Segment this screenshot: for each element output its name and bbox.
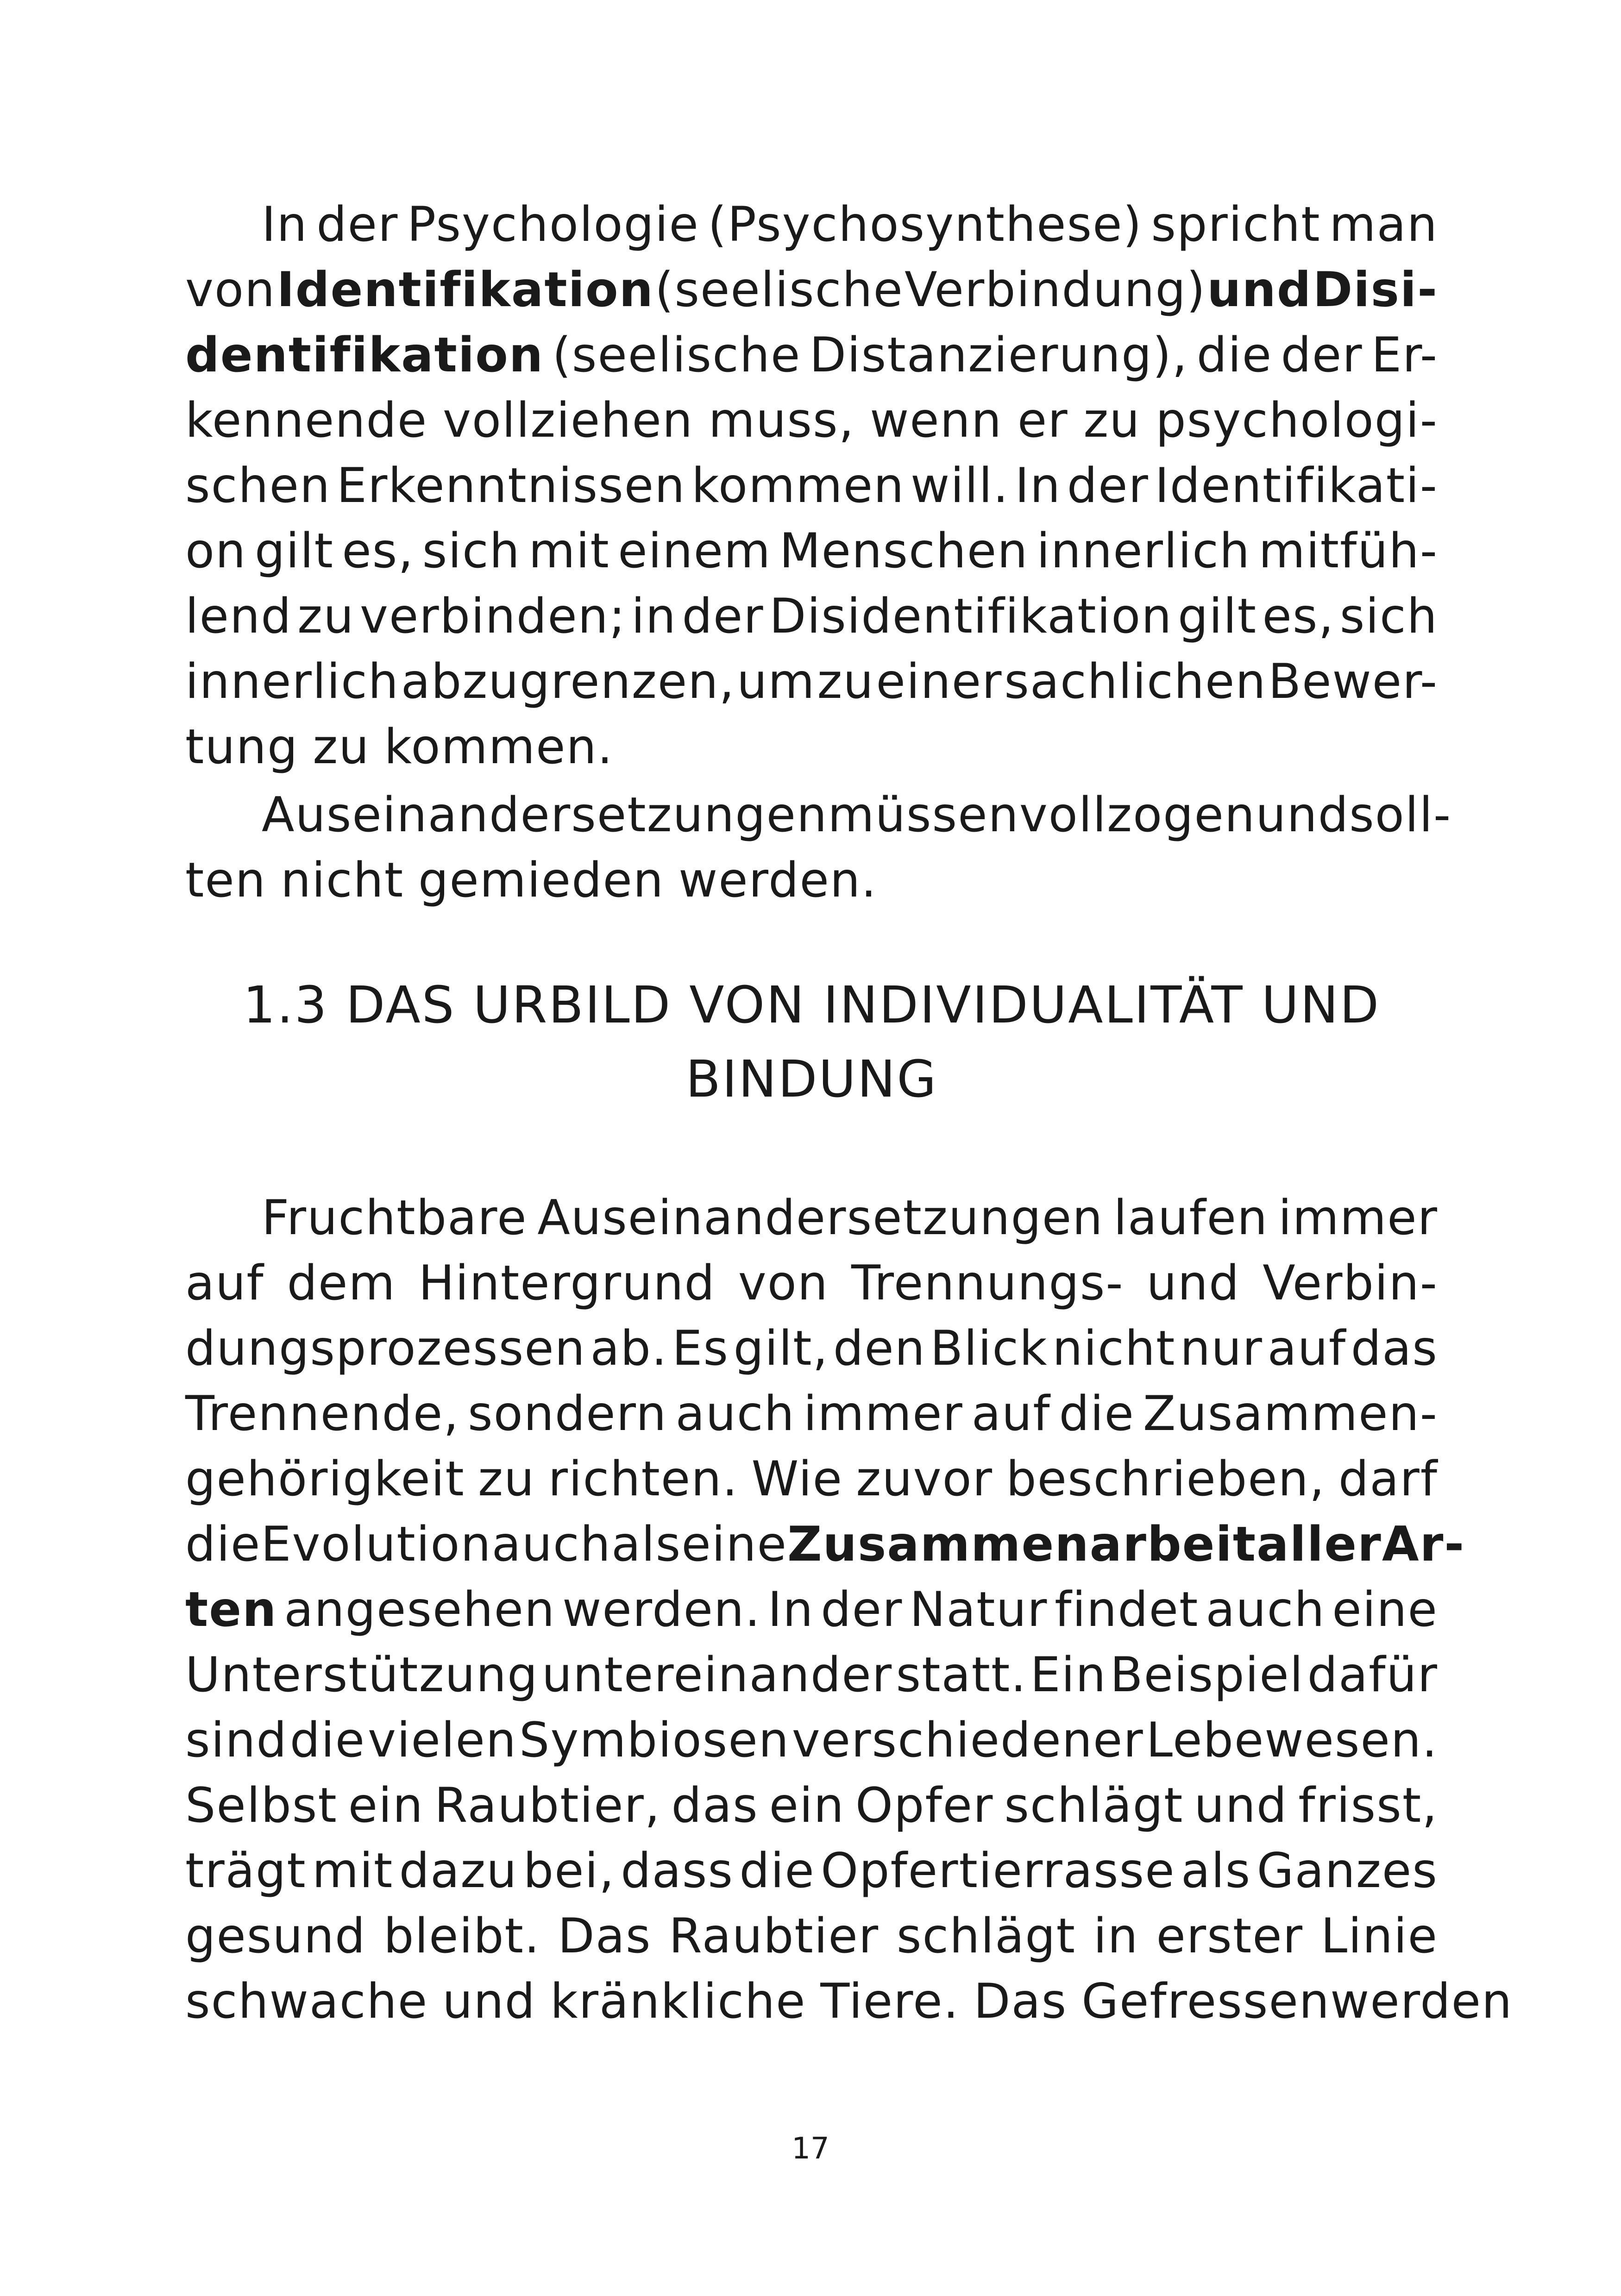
word: ten — [185, 853, 267, 908]
paragraph-3-line — [262, 1186, 1438, 1250]
word: dentifikation — [185, 327, 544, 383]
paragraph-3-line — [185, 1512, 1465, 1577]
paragraph-3-line — [185, 1643, 1438, 1707]
paragraph-1-line — [185, 584, 1438, 649]
word: kränkliche — [550, 1974, 806, 2029]
word: und — [442, 1974, 536, 2029]
word: abzugrenzen, — [401, 654, 735, 709]
word: auch — [1206, 1582, 1326, 1637]
word: Trennungs- — [851, 1255, 1124, 1311]
word: gilt, — [733, 1321, 829, 1376]
word: gilt — [1178, 589, 1257, 644]
word: als — [1181, 1843, 1251, 1899]
word: schen — [185, 458, 331, 514]
paragraph-2-line — [262, 783, 1452, 847]
word: beschrieben, — [1006, 1451, 1326, 1507]
word: statt. — [896, 1647, 1027, 1703]
word: mit — [528, 523, 610, 579]
word: lend — [185, 589, 292, 644]
word: Zusammen- — [1143, 1386, 1438, 1442]
word: Wie — [751, 1451, 843, 1507]
word: der — [821, 1582, 903, 1637]
paragraph-1-line — [185, 715, 1438, 779]
word: Zusammenarbeit — [787, 1517, 1257, 1572]
word: dass — [621, 1843, 734, 1899]
word: als — [611, 1517, 682, 1572]
word: man — [1329, 197, 1438, 252]
word: gesund — [185, 1908, 366, 1964]
word: laufen — [1113, 1190, 1269, 1246]
word: immer — [1278, 1190, 1438, 1246]
section-heading-line-2: BINDUNG — [685, 1049, 938, 1109]
word: ab. — [590, 1321, 668, 1376]
paragraph-2-line — [185, 848, 1438, 913]
word: Raubtier, — [434, 1778, 661, 1833]
word: in — [631, 589, 677, 644]
word: das — [1351, 1321, 1438, 1376]
word: dazu — [399, 1843, 518, 1899]
word: Selbst — [185, 1778, 338, 1833]
word: Er- — [1371, 327, 1438, 383]
word: er — [1017, 393, 1068, 448]
word: will. — [911, 458, 1009, 514]
word: Ein — [1030, 1647, 1107, 1703]
word: spricht — [1151, 197, 1321, 252]
paragraph-1-line — [185, 649, 1438, 714]
word: der — [1281, 327, 1363, 383]
word: eine — [681, 1517, 787, 1572]
word: Identifikati- — [1155, 458, 1438, 514]
word: zu — [313, 719, 370, 775]
paragraph-3-line — [185, 1773, 1438, 1838]
word: Symbiosen — [519, 1713, 790, 1768]
word: gehörigkeit — [185, 1451, 465, 1507]
word: zuvor — [856, 1451, 993, 1507]
word: zu — [297, 589, 355, 644]
paragraph-1-line — [262, 192, 1438, 257]
word: einem — [618, 523, 772, 579]
word: soll- — [1349, 787, 1452, 843]
word: die — [1059, 1386, 1135, 1442]
word: innerlich — [1037, 523, 1251, 579]
word: die — [289, 1713, 366, 1768]
word: der — [1067, 458, 1149, 514]
word: der — [316, 197, 399, 252]
word: aller — [1257, 1517, 1382, 1572]
word: müssen — [828, 787, 1019, 843]
word: sich — [1339, 589, 1438, 644]
word: Psychologie — [407, 197, 699, 252]
word: Das — [558, 1908, 652, 1964]
word: zu — [478, 1451, 535, 1507]
word: kommen — [691, 458, 905, 514]
word: In — [767, 1582, 814, 1637]
word: Unterstützung — [185, 1647, 539, 1703]
word: den — [833, 1321, 926, 1376]
word: werden. — [679, 853, 877, 908]
word: findet — [1055, 1582, 1199, 1637]
section-heading-line-1: 1.3 DAS URBILD VON INDIVIDUALITÄT UND — [243, 975, 1381, 1035]
word: von — [185, 262, 276, 318]
paragraph-1-line — [185, 453, 1438, 518]
page-number: 17 — [792, 2132, 829, 2166]
word: und — [1207, 262, 1312, 318]
word: Menschen — [779, 523, 1029, 579]
word: frisst, — [1298, 1778, 1438, 1833]
word: Evolution — [261, 1517, 492, 1572]
word: Verbin- — [1263, 1255, 1438, 1311]
word: richten. — [548, 1451, 739, 1507]
word: sich — [422, 523, 521, 579]
word: nur — [1180, 1321, 1263, 1376]
paragraph-1-line — [185, 323, 1438, 388]
word: es, — [1262, 589, 1335, 644]
word: Distanzierung), — [809, 327, 1188, 383]
word: tung — [185, 719, 299, 775]
word: In — [262, 197, 308, 252]
paragraph-3-line — [185, 1577, 1438, 1642]
word: Opfertierrasse — [821, 1843, 1175, 1899]
word: schwache — [185, 1974, 428, 2029]
paragraph-1-line — [185, 257, 1438, 322]
word: kennende — [185, 393, 428, 448]
word: untereinander — [541, 1647, 893, 1703]
word: gilt — [254, 523, 334, 579]
paragraph-3-line — [185, 1251, 1438, 1316]
word: Blick — [930, 1321, 1048, 1376]
word: einer — [876, 654, 1003, 709]
word: Fruchtbare — [262, 1190, 528, 1246]
word: schlägt — [1004, 1778, 1184, 1833]
word: trägt — [185, 1843, 307, 1899]
word: gemieden — [418, 853, 665, 908]
word: ein — [769, 1778, 845, 1833]
word: sondern — [467, 1386, 667, 1442]
word: Verbindung) — [905, 262, 1206, 318]
word: Erkenntnissen — [336, 458, 686, 514]
word: Bewer- — [1268, 654, 1438, 709]
word: Ganzes — [1257, 1843, 1438, 1899]
word: mitfüh- — [1258, 523, 1438, 579]
word: (seelische — [552, 327, 801, 383]
paragraph-3-line — [185, 1708, 1438, 1773]
word: von — [738, 1255, 829, 1311]
word: und — [1146, 1255, 1240, 1311]
word: die — [185, 1517, 261, 1572]
word: auch — [491, 1517, 611, 1572]
word: (seelische — [655, 262, 904, 318]
word: Hintergrund — [418, 1255, 716, 1311]
paragraph-3-line — [185, 1904, 1438, 1969]
word: In — [1015, 458, 1062, 514]
word: nicht — [1052, 1321, 1176, 1376]
word: Tiere. — [820, 1974, 960, 2029]
word: nicht — [280, 853, 404, 908]
word: on — [185, 523, 247, 579]
word: in — [1093, 1908, 1139, 1964]
word: Linie — [1320, 1908, 1438, 1964]
word: mit — [312, 1843, 394, 1899]
word: Natur — [910, 1582, 1048, 1637]
word: es, — [342, 523, 415, 579]
word: zu — [817, 654, 874, 709]
word: die — [1196, 327, 1273, 383]
paragraph-1-line — [185, 519, 1438, 583]
paragraph-3-line — [185, 1838, 1438, 1903]
word: vielen — [367, 1713, 517, 1768]
word: darf — [1338, 1451, 1438, 1507]
word: der — [682, 589, 764, 644]
word: um — [736, 654, 816, 709]
word: Auseinandersetzungen — [537, 1190, 1104, 1246]
word: dafür — [1307, 1647, 1438, 1703]
word: muss, — [708, 393, 855, 448]
paragraph-3-line — [185, 1969, 1513, 2034]
word: verbinden; — [359, 589, 626, 644]
paragraph-3-line — [185, 1381, 1438, 1446]
word: bleibt. — [383, 1908, 540, 1964]
word: angesehen — [284, 1582, 556, 1637]
word: Lebewesen. — [1146, 1713, 1438, 1768]
word: Disi- — [1313, 262, 1438, 318]
word: und — [1194, 1778, 1288, 1833]
word: erster — [1156, 1908, 1303, 1964]
word: werden. — [562, 1582, 761, 1637]
word: Disidentifikation — [769, 589, 1173, 644]
word: Es — [672, 1321, 729, 1376]
word: Beispiel — [1110, 1647, 1304, 1703]
paragraph-3-line — [185, 1316, 1438, 1381]
word: bei, — [523, 1843, 615, 1899]
word: dungsprozessen — [185, 1321, 586, 1376]
word: vollzogen — [1019, 787, 1256, 843]
word: auch — [675, 1386, 795, 1442]
word: Trennende, — [185, 1386, 459, 1442]
word: Opfer — [855, 1778, 994, 1833]
word: wenn — [870, 393, 1003, 448]
word: sachlichen — [1004, 654, 1267, 709]
word: Identifikation — [276, 262, 654, 318]
word: verschiedener — [792, 1713, 1144, 1768]
word: psychologi- — [1156, 393, 1438, 448]
word: sind — [185, 1713, 288, 1768]
word: die — [739, 1843, 815, 1899]
word: auf — [185, 1255, 264, 1311]
word: zu — [1083, 393, 1141, 448]
word: eine — [1332, 1582, 1438, 1637]
word: und — [1256, 787, 1350, 843]
word: das — [671, 1778, 759, 1833]
word: auf — [1267, 1321, 1347, 1376]
word: Raubtier — [669, 1908, 880, 1964]
word: auf — [971, 1386, 1051, 1442]
word: Das — [974, 1974, 1068, 2029]
word: Ar- — [1382, 1517, 1465, 1572]
word: Auseinandersetzungen — [262, 787, 828, 843]
word: dem — [287, 1255, 396, 1311]
word: Gefressenwerden — [1081, 1974, 1513, 2029]
word: ein — [348, 1778, 424, 1833]
paragraph-1-line — [185, 388, 1438, 453]
word: ten — [185, 1582, 277, 1637]
word: (Psychosynthese) — [708, 197, 1143, 252]
paragraph-3-line — [185, 1447, 1438, 1512]
word: innerlich — [185, 654, 400, 709]
word: immer — [803, 1386, 963, 1442]
word: schlägt — [896, 1908, 1076, 1964]
word: vollziehen — [442, 393, 694, 448]
word: kommen. — [384, 719, 614, 775]
